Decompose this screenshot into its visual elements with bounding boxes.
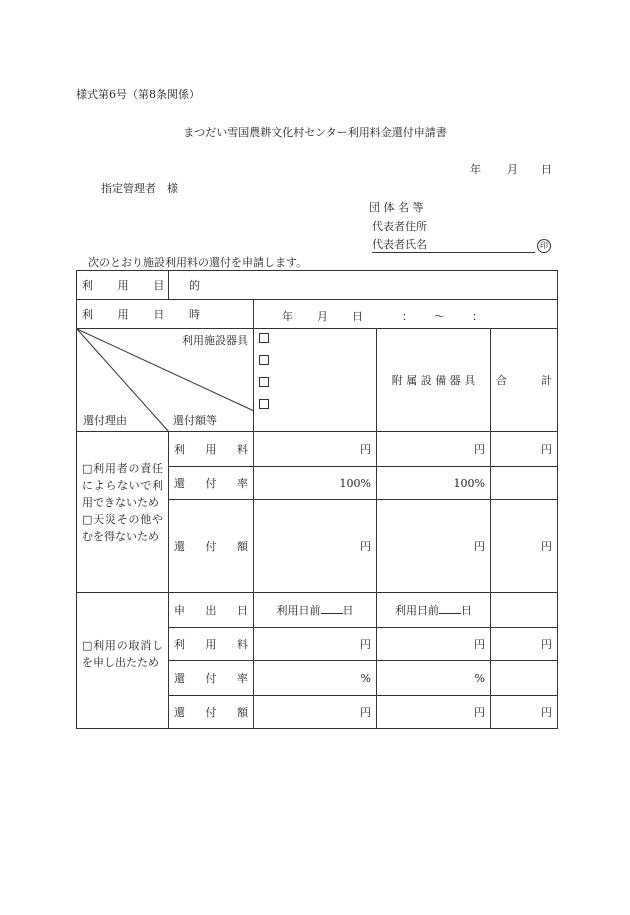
rate-label-2: 還 付 率 xyxy=(169,661,254,696)
purpose-field[interactable] xyxy=(169,271,558,300)
amount-facility[interactable]: 円 xyxy=(254,500,377,593)
fee-total-2[interactable]: 円 xyxy=(491,628,558,661)
amount-total[interactable]: 円 xyxy=(491,500,558,593)
fee-facility[interactable]: 円 xyxy=(254,432,377,467)
form-number: 様式第6号（第8条関係） xyxy=(76,88,200,101)
facility-checkbox-3[interactable] xyxy=(259,377,269,387)
rate-facility: 100% xyxy=(254,467,377,500)
request-total xyxy=(491,593,558,628)
rep-address-label: 代表者住所 xyxy=(372,220,427,233)
purpose-row xyxy=(77,271,558,300)
refund-reason-header: 還付理由 xyxy=(83,414,127,427)
rate-ancillary-2[interactable]: % xyxy=(377,661,491,696)
rep-name-line xyxy=(372,236,549,253)
reason-disaster[interactable]: □天災その他やむを得ないため xyxy=(82,513,163,543)
intro-text: 次のとおり施設利用料の還付を申請します。 xyxy=(88,256,308,269)
rate-total xyxy=(491,467,558,500)
amount-ancillary[interactable]: 円 xyxy=(377,500,491,593)
org-name-label: 団 体 名 等 xyxy=(369,201,424,214)
refund-amount-header: 還付額等 xyxy=(173,414,217,427)
rate-facility-2[interactable]: % xyxy=(254,661,377,696)
reason-cell-1 xyxy=(77,432,169,593)
seal-mark: 印 xyxy=(537,239,551,253)
facility-checkbox-2[interactable] xyxy=(259,355,269,365)
facility-checkboxes xyxy=(254,329,377,432)
fee-total[interactable]: 円 xyxy=(491,432,558,467)
refund-form-table xyxy=(76,270,558,729)
amount-label-2: 還 付 額 xyxy=(169,696,254,729)
facility-checkbox-1[interactable] xyxy=(259,333,269,343)
fee-ancillary[interactable]: 円 xyxy=(377,432,491,467)
rate-total-2 xyxy=(491,661,558,696)
request-day-label: 申 出 日 xyxy=(169,593,254,628)
amount-label: 還 付 額 xyxy=(169,500,254,593)
facility-header: 利用施設器具 xyxy=(182,334,248,347)
datetime-field[interactable]: 年 月 日 ： ～ ： xyxy=(254,300,558,329)
purpose-label: 利 用 目 的 xyxy=(77,271,169,300)
fee-label: 利 用 料 xyxy=(169,432,254,467)
header-row xyxy=(77,329,558,432)
rep-name-label: 代表者氏名 xyxy=(372,236,535,253)
datetime-row xyxy=(77,300,558,329)
request-days-ancillary[interactable]: 利用日前 日 xyxy=(377,593,491,628)
fee-label-2: 利 用 料 xyxy=(169,628,254,661)
amount-ancillary-2[interactable]: 円 xyxy=(377,696,491,729)
reason-cell-2 xyxy=(77,593,169,729)
sec2-request-row xyxy=(77,593,558,628)
rate-ancillary: 100% xyxy=(377,467,491,500)
amount-total-2[interactable]: 円 xyxy=(491,696,558,729)
date-day: 日 xyxy=(541,163,552,176)
amount-facility-2[interactable]: 円 xyxy=(254,696,377,729)
reason-not-at-fault[interactable]: □利用者の責任によらないで利用できないため xyxy=(82,462,163,509)
diagonal-header-cell xyxy=(77,329,254,432)
facility-checkbox-4[interactable] xyxy=(259,399,269,409)
sec1-fee-row xyxy=(77,432,558,467)
rate-label: 還 付 率 xyxy=(169,467,254,500)
request-days-facility[interactable]: 利用日前 日 xyxy=(254,593,377,628)
fee-ancillary-2[interactable]: 円 xyxy=(377,628,491,661)
date-year: 年 xyxy=(470,163,481,176)
ancillary-header: 附 属 設 備 器 具 xyxy=(377,329,491,432)
datetime-label: 利 用 日 時 xyxy=(77,300,254,329)
total-header: 合 計 xyxy=(491,329,558,432)
page-title: まつだい雪国農耕文化村センター利用料金還付申請書 xyxy=(183,126,447,139)
date-month: 月 xyxy=(507,163,518,176)
addressee: 指定管理者 様 xyxy=(101,182,178,195)
reason-cancellation[interactable]: □利用の取消しを申し出たため xyxy=(82,639,163,669)
fee-facility-2[interactable]: 円 xyxy=(254,628,377,661)
